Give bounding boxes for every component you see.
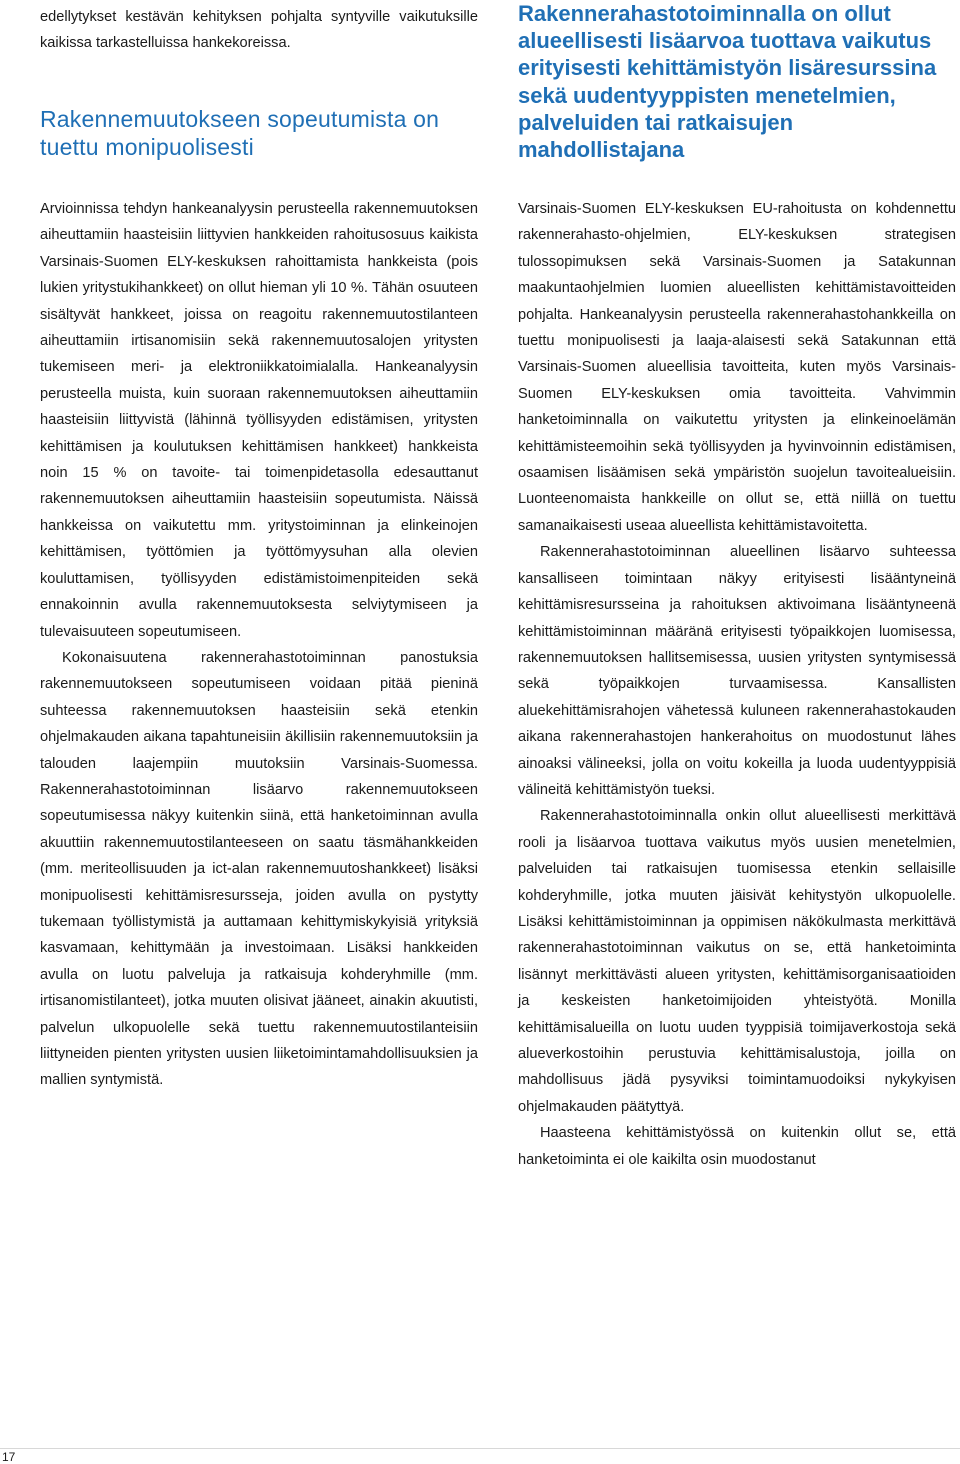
body-paragraph: Arvioinnissa tehdyn hankeanalyysin perusteella rakennemuutoksen aiheuttamiin haasteisiin liittyvien hankkeiden rahoitusosuus kaikista Varsinais-Suomen ELY-keskuksen rahoittamista hankkeista (pois lukien yritystukihankkeet) on ollut hieman yli 10 %. Tähän osuuteen sisältyvät hankkeet, joissa on reagoitu rakennemuutostilanteen aiheuttamiin irtisanomisiin sekä rakennemuutosalojen yritysten tukemiseen meri- ja elektroniikkatoimialalla. Hankeanalyysin perusteella muista, kuin suoraan rakennemuutoksen aiheuttamiin haasteisiin liittyvistä (lähinnä työllisyyden edistämisen, yritysten kehittämisen ja koulutuksen kehittämisen hankkeet) hankkeista noin 15 % on tavoite- tai toimenpidetasolla edesauttanut rakennemuutoksen aiheuttamiin haasteisiin sopeutumista. Näissä hankkeissa on vaikutettu mm. yritystoiminnan ja elinkeinojen kehittämisen, työttömien ja työttömyysuhan alla olevien kouluttamisen, työllisyyden edistämistoimenpiteiden sekä ennakoinnin avulla rakennemuutoksesta selviytymiseen ja tulevaisuuteen sopeutumiseen. [40,201,478,640]
body-paragraph: Varsinais-Suomen ELY-keskuksen EU-rahoitusta on kohdennettu rakennerahasto-ohjelmien, ELY-keskuksen strategisen tulossopimuksen sekä Varsinais-Suomen ja Satakunnan maakuntaohjelmien luomien alueellisten kehittämistavoitteiden pohjalta. Hankeanalyysin perusteella rakennerahastohankkeilla on tuettu monipuolisesti ja laaja-alaisesti sekä Satakunnan että Varsinais-Suomen alueellisia tavoitteita, kuten myös Varsinais-Suomen ELY-keskuksen omia tavoitteita. Vahvimmin hanketoiminnalla on vaikutettu yritysten ja elinkeinoelämän kehittämisteemoihin sekä työllisyyden ja hyvinvoinnin edistämisen, osaamisen lisäämisen sekä ympäristön suojelun tavoitealueisiin. Luonteenomaista hankkeille on ollut se, että niillä on tuettu samanaikaisesti useaa alueellista kehittämistavoitetta. [518,201,956,534]
intro-paragraph: edellytykset kestävän kehityksen pohjalta syntyville vaikutuksille kaikissa tarkastelluissa hankekoreissa. [40,9,478,52]
body-paragraph: Kokonaisuutena rakennerahastotoiminnan panostuksia rakennemuutokseen sopeutumiseen voidaan pitää pieninä suhteessa rakennemuutoksen haasteisiin sekä etenkin ohjelmakauden aikana tapahtuneisiin äkillisiin rakennemuutoksiin ja talouden laajempiin muutoksiin Varsinais-Suomessa. Rakennerahastotoiminnan lisäarvo rakennemuutokseen sopeutumisessa näkyy kuitenkin siinä, että hanketoiminnan avulla akuuttiin rakennemuutostilanteeseen on saatu täsmähankkeiden (mm. meriteollisuuden ja ict-alan rakennemuutoshankkeet) lisäksi monipuolisesti kehittämisresursseja, joiden avulla on pystytty tukemaan työllistymistä ja auttamaan kehittymiskykyisiä yrityksiä kasvamaan, kehittymään ja investoimaan. Lisäksi hankkeiden avulla on luotu palveluja ja ratkaisuja kohderyhmille (mm. irtisanomistilanteet), jotka muuten olisivat jääneet, ainakin akuutisti, palvelun ulkopuolelle sekä tuettu rakennemuutostilanteisiin liittyneiden pienten yritysten uusien liiketoimintamahdollisuuksien ja mallien syntymistä. [40,649,478,1089]
body-paragraph: Rakennerahastotoiminnalla onkin ollut alueellisesti merkittävä rooli ja lisäarvoa tuottava vaikutus myös uusien menetelmien, palveluiden tai ratkaisujen tuomisessa etenkin sellaisille kohderyhmille, jotka muuten jäisivät kehitystyön ulkopuolelle. Lisäksi kehittämistoiminnan ja oppimisen näkökulmasta merkittävä rakennerahastotoiminnan vaikutus on se, että hanketoiminta lisännyt merkittävästi alueen yritysten, kehittämisorganisaatioiden ja keskeisten hanketoimijoiden yhteistyötä. Monilla kehittämisalueilla on luotu uuden tyyppisiä toimijaverkostoja sekä alueverkostoihin perustuvia kehittämisalustoja, joilla on mahdollisuus jädä pysyviksi toimintamuodoiksi nykykyisen ohjelmakauden päätyttyä. [518,808,956,1115]
right-column [518,0,956,1168]
left-body [40,196,478,1094]
left-column [40,0,478,1089]
footer-divider [0,1448,960,1449]
right-body [518,196,956,1173]
section-heading-right: Rakennerahastotoiminnalla on ollut alueellisesti lisäarvoa tuottava vaikutus erityisesti kehittämistyön lisäresurssina sekä uudentyyppisten menetelmien, palveluiden tai ratkaisujen mahdollistajana [518,1,937,163]
section-heading-left: Rakennemuutokseen sopeutumista on tuettu monipuolisesti [40,105,440,160]
page-number: 17 [2,1450,16,1464]
body-paragraph: Rakennerahastotoiminnan alueellinen lisäarvo suhteessa kansalliseen toimintaan näkyy erityisesti lisääntyneinä kehittämisresursseina ja rahoituksen aktivoimana lisääntyneenä kehittämistoiminnan määränä erityisesti työpaikkojen luomisessa, rakennemuutoksen hallitsemisessa, uusien yritysten syntymisessä sekä työpaikkojen turvaamisessa. Kansallisten aluekehittämisrahojen vähetessä kuluneen rakennerahastokauden aikana rakennerahastojen hankerahoitus on muodostunut lähes ainoaksi välineeksi, jolla on voitu kokeilla ja luoda uudentyyppisiä välineitä kehittämistyön tueksi. [518,544,956,798]
body-paragraph: Haasteena kehittämistyössä on kuitenkin ollut se, että hanketoiminta ei ole kaikilta osin muodostanut [518,1125,956,1168]
